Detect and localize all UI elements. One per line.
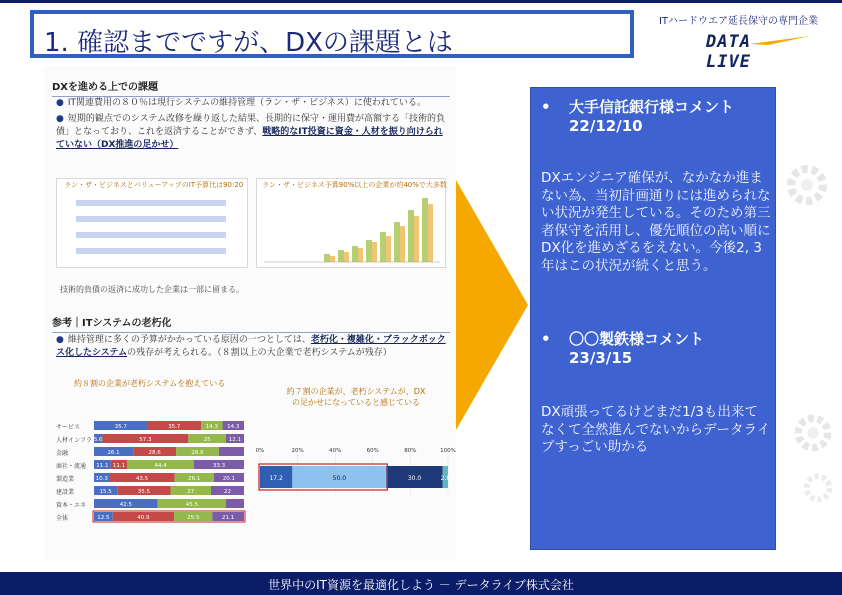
segment-value-label: 45.5 <box>185 502 198 508</box>
axis-tick-label: 40% <box>329 448 342 454</box>
bullet-dot-icon: • <box>541 98 551 116</box>
bar-value-label: 2.8 <box>440 475 451 482</box>
bullet-legacy-emphasis: 老朽化・複雑化・ブラックボックス化したシステム <box>56 335 446 358</box>
section-system-aging <box>52 314 450 333</box>
bullet-legacy-systems <box>56 334 448 360</box>
chart-d-title: 約７割の企業が、老朽システムが、DXの足かせになっていると感じている <box>286 387 426 407</box>
gear-icon <box>782 160 832 210</box>
section-system-aging-title: 参考｜ITシステムの老朽化 <box>52 314 450 333</box>
bullet-dot-icon: ● <box>56 335 64 345</box>
segment-value-label: 25.5 <box>187 515 200 521</box>
stack-segment <box>219 447 244 456</box>
bullet-dot-icon: • <box>541 330 551 348</box>
segment-value-label: 33.3 <box>212 463 226 469</box>
right-arrow-icon <box>456 180 528 430</box>
bullet-dot-icon: ● <box>56 98 64 108</box>
logo-swoosh-icon <box>750 36 810 46</box>
comment2-body: DX頑張ってるけどまだ1/3も出来てなくて全然進んでないからデータライブすっごい助かる <box>541 404 771 455</box>
segment-value-label: 26.1 <box>188 476 201 482</box>
section-dx-issues-title: DXを進める上での課題 <box>52 78 450 97</box>
segment-value-label: 44.4 <box>154 463 167 469</box>
comment1-header <box>541 98 734 136</box>
top-navy-line <box>0 0 842 3</box>
segment-value-label: 15.5 <box>99 489 112 495</box>
bullet-it-cost <box>56 97 448 110</box>
segment-value-label: 14.3 <box>205 424 218 430</box>
gear-icon <box>800 470 836 506</box>
customer-comments-panel <box>530 87 776 550</box>
brand-logo-text: DATA LIVE <box>706 32 751 72</box>
chart-a-bar <box>76 216 226 222</box>
chart-aging-by-industry <box>56 420 252 530</box>
bar-value-label: 50.0 <box>332 475 347 482</box>
axis-tick-label: 0% <box>256 448 265 454</box>
segment-value-label: 42.5 <box>119 502 132 508</box>
segment-value-label: 27 <box>187 489 195 495</box>
stack-segment <box>226 499 244 508</box>
slide-title-box <box>30 10 634 58</box>
chart-a-bar <box>76 248 226 254</box>
footer-bar <box>0 572 842 595</box>
comment1-source: 大手信託銀行様コメント <box>569 98 735 116</box>
chart-aging-dx-burden <box>256 444 456 504</box>
row-label: 製造業 <box>56 476 75 483</box>
segment-value-label: 11.1 <box>96 463 109 469</box>
row-label: 建設業 <box>56 489 75 496</box>
segment-value-label: 10.3 <box>95 476 108 482</box>
axis-tick-label: 60% <box>366 448 379 454</box>
segment-value-label: 35.7 <box>114 424 127 430</box>
segment-value-label: 28.6 <box>191 450 204 456</box>
segment-value-label: 35.5 <box>137 489 150 495</box>
segment-value-label: 28.6 <box>148 450 161 456</box>
axis-tick-label: 80% <box>404 448 417 454</box>
note-tech-debt-success: 技術的負債の返済に成功した企業は一部に留まる。 <box>60 285 244 294</box>
chart-run-vs-value-budget <box>56 178 248 268</box>
chart-a-bar <box>76 232 226 238</box>
gear-icon <box>790 410 836 456</box>
segment-value-label: 26.1 <box>107 450 120 456</box>
bullet-legacy-text-c: の残存が考えられる。（８割以上の大企業で老朽システムが残存） <box>127 348 392 358</box>
segment-value-label: 40.9 <box>137 515 150 521</box>
segment-value-label: 20.1 <box>222 476 236 482</box>
chart-c-title: 約８割の企業が老朽システムを抱えている <box>74 379 226 388</box>
segment-value-label: 35.7 <box>168 424 181 430</box>
segment-value-label: 25 <box>203 437 211 443</box>
brand-tagline: ITハードウエア延長保守の専門企業 <box>658 16 818 27</box>
footer-text: 世界中のIT資源を最適化しよう － データライブ株式会社 <box>268 578 574 592</box>
comment2-date: 23/3/15 <box>569 349 633 367</box>
bullet-tech-debt <box>56 113 448 152</box>
segment-value-label: 5.6 <box>93 437 103 443</box>
comment1-date: 22/12/10 <box>569 117 643 135</box>
row-label: 全体 <box>56 515 69 522</box>
chart-a-bar <box>76 200 226 206</box>
bullet-dot-icon: ● <box>56 114 64 124</box>
row-label: 金融 <box>56 450 69 457</box>
row-label: 資本・エネ <box>56 502 87 509</box>
comment1-body: DXエンジニア確保が、なかなか進まない為、当初計画通りには進められない状況が発生している。そのため第三者保守を活用し、優先順位の高い順にDX化を進めざるをえない。今後2, 3年はこの状況が続くと思う。 <box>541 170 771 274</box>
brand-logo <box>706 30 806 72</box>
comment2-source: 〇〇製鉄様コメント <box>569 330 705 348</box>
segment-value-label: 12.1 <box>228 437 242 443</box>
row-label: サービス <box>56 424 81 431</box>
segment-value-label: 43.5 <box>135 476 149 482</box>
slide-title: 1. 確認までですが、DXの課題とは <box>44 28 453 58</box>
bar-value-label: 17.2 <box>269 475 283 482</box>
row-label: 商社・流通 <box>56 463 87 470</box>
segment-value-label: 14.3 <box>227 424 240 430</box>
chart-b-bars <box>264 192 440 264</box>
segment-value-label: 21.1 <box>222 515 235 521</box>
segment-value-label: 12.5 <box>97 515 110 521</box>
axis-tick-label: 100% <box>440 448 456 454</box>
segment-value-label: 22 <box>224 489 231 495</box>
segment-value-label: 11.1 <box>112 463 126 469</box>
bullet-it-cost-text: IT関連費用の８０％は現行システムの維持管理（ラン・ザ・ビジネス）に使われている。 <box>67 98 426 108</box>
axis-tick-label: 20% <box>291 448 304 454</box>
bullet-tech-debt-text: 短期的観点でのシステム改修を繰り返した結果、長期的に保守・運用費が高額する「技術的負債」となっており、これを返済することができず、 <box>56 114 445 137</box>
bar-value-label: 30.0 <box>407 475 422 482</box>
chart-b-title: ラン・ザ・ビジネス予算90%以上の企業が約40%で大多数 <box>262 181 447 189</box>
comment2-header <box>541 330 704 368</box>
bullet-tech-debt-emphasis: 戦略的なIT投資に資金・人材を振り向けられていない（DX推進の足かせ） <box>56 127 443 150</box>
row-label: 人材インフラ <box>56 437 93 444</box>
chart-a-title: ラン・ザ・ビジネスとバリューアップのIT予算比は90:20 <box>64 181 244 189</box>
segment-value-label: 57.3 <box>139 437 152 443</box>
section-dx-issues <box>52 78 450 97</box>
bullet-legacy-text-a: 維持管理に多くの予算がかかっている原因の一つとしては、 <box>67 335 311 345</box>
